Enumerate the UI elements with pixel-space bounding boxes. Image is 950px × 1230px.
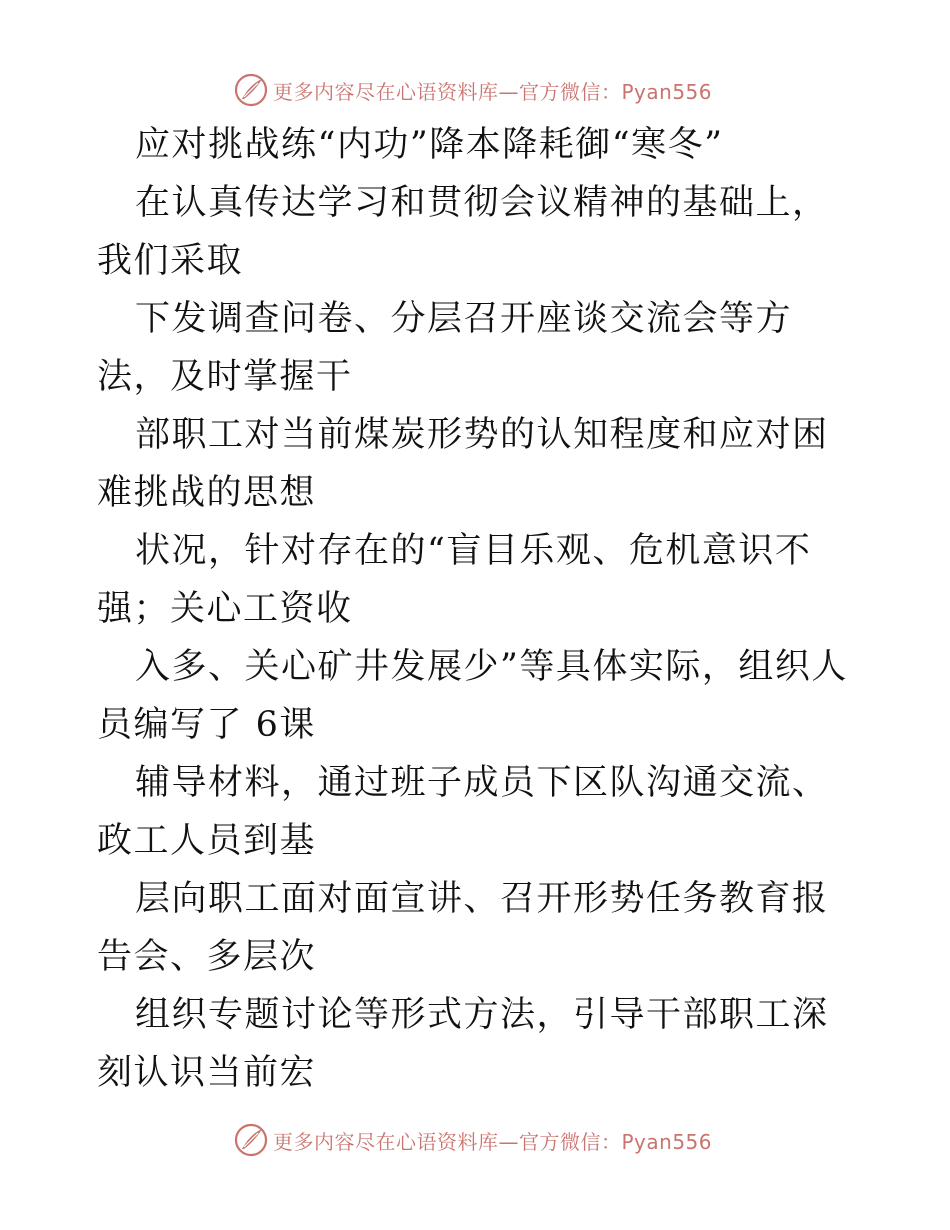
paragraph-7: 层向职工面对面宣讲、召开形势任务教育报告会、多层次 [97, 879, 829, 977]
document-body [97, 116, 857, 1102]
paragraph-4: 状况，针对存在的“盲目乐观、危机意识不强；关心工资收 [97, 531, 812, 629]
feather-pen-logo-icon [233, 72, 269, 108]
feather-pen-logo-icon [233, 1122, 269, 1158]
paragraph-1: 在认真传达学习和贯彻会议精神的基础上，我们采取 [97, 183, 829, 281]
footer-banner [233, 1120, 753, 1160]
footer-banner-text: 更多内容尽在心语资料库—官方微信：Pyan556 [273, 1129, 713, 1154]
header-banner [233, 70, 753, 110]
paragraph-2: 下发调查问卷、分层召开座谈交流会等方法，及时掌握干 [97, 299, 793, 397]
paragraph-6: 辅导材料，通过班子成员下区队沟通交流、政工人员到基 [97, 763, 829, 861]
document-title: 应对挑战练“内功”降本降耗御“寒冬” [135, 125, 724, 165]
paragraph-8: 组织专题讨论等形式方法，引导干部职工深刻认识当前宏 [97, 995, 829, 1093]
paragraph-5: 入多、关心矿井发展少”等具体实际，组织人员编写了 6课 [97, 647, 848, 745]
paragraph-3: 部职工对当前煤炭形势的认知程度和应对困难挑战的思想 [97, 415, 829, 513]
header-banner-text: 更多内容尽在心语资料库—官方微信：Pyan556 [273, 79, 713, 104]
